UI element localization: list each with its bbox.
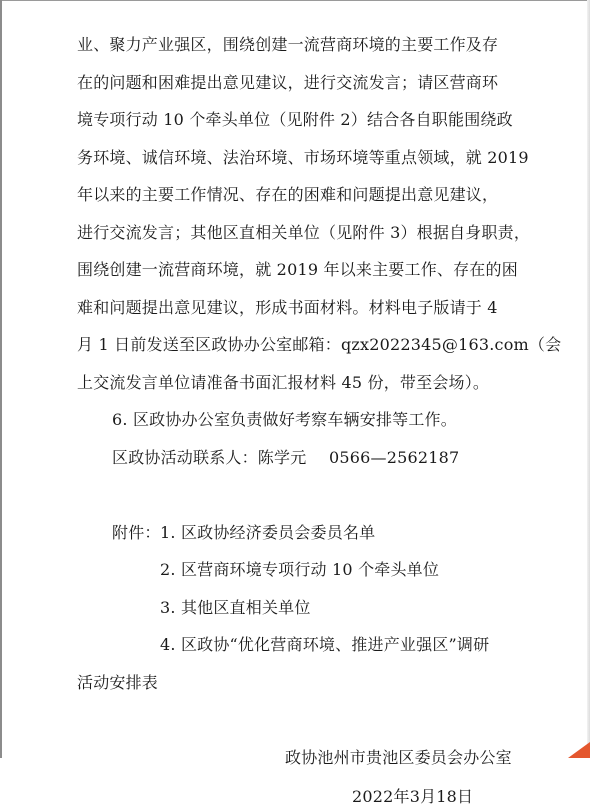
attachment-1: 1. 区政协经济委员会委员名单: [160, 522, 376, 542]
body-line-2: 在的问题和困难提出意见建议，进行交流发言；请区营商环: [77, 72, 499, 92]
body-line-10: 上交流发言单位请准备书面汇报材料 45 份，带至会场）。: [77, 372, 490, 392]
body-line-7: 围绕创建一流营商环境，就 2019 年以来主要工作、存在的困: [77, 260, 518, 279]
page-left-border: [0, 0, 2, 758]
body-line-9: 月 1 日前发送至区政协办公室邮箱：qzx2022345@163.com（会: [77, 335, 562, 354]
contact-label: 区政协活动联系人：陈学元: [112, 447, 307, 467]
body-line-6: 进行交流发言；其他区直相关单位（见附件 3）根据自身职责，: [77, 222, 531, 242]
body-line-4: 务环境、诚信环境、法治环境、市场环境等重点领域，就 2019: [77, 147, 529, 167]
body-line-5: 年以来的主要工作情况、存在的困难和问题提出意见建议，: [77, 185, 499, 204]
body-line-8: 难和问题提出意见建议，形成书面材料。材料电子版请于 4: [77, 297, 498, 317]
attachments-label: 附件：: [112, 522, 161, 542]
body-line-3: 境专项行动 10 个牵头单位（见附件 2）结合各自职能围绕政: [77, 110, 513, 129]
attachment-3: 3. 其他区直相关单位: [160, 597, 311, 617]
attachment-4-continued: 活动安排表: [77, 672, 159, 692]
attachment-4: 4. 区政协“优化营商环境、推进产业强区”调研: [160, 635, 490, 654]
contact-phone: 0566—2562187: [329, 447, 460, 467]
signature-date: 2022年3月18日: [352, 787, 474, 806]
body-line-1: 业、聚力产业强区，围绕创建一流营商环境的主要工作及存: [77, 35, 499, 54]
page-top-border: [0, 0, 590, 1]
attachment-2: 2. 区营商环境专项行动 10 个牵头单位: [160, 560, 440, 579]
corner-tab-icon: [568, 742, 590, 758]
item-6: 6. 区政协办公室负责做好考察车辆安排等工作。: [112, 410, 457, 429]
signature-organization: 政协池州市贵池区委员会办公室: [285, 747, 512, 767]
